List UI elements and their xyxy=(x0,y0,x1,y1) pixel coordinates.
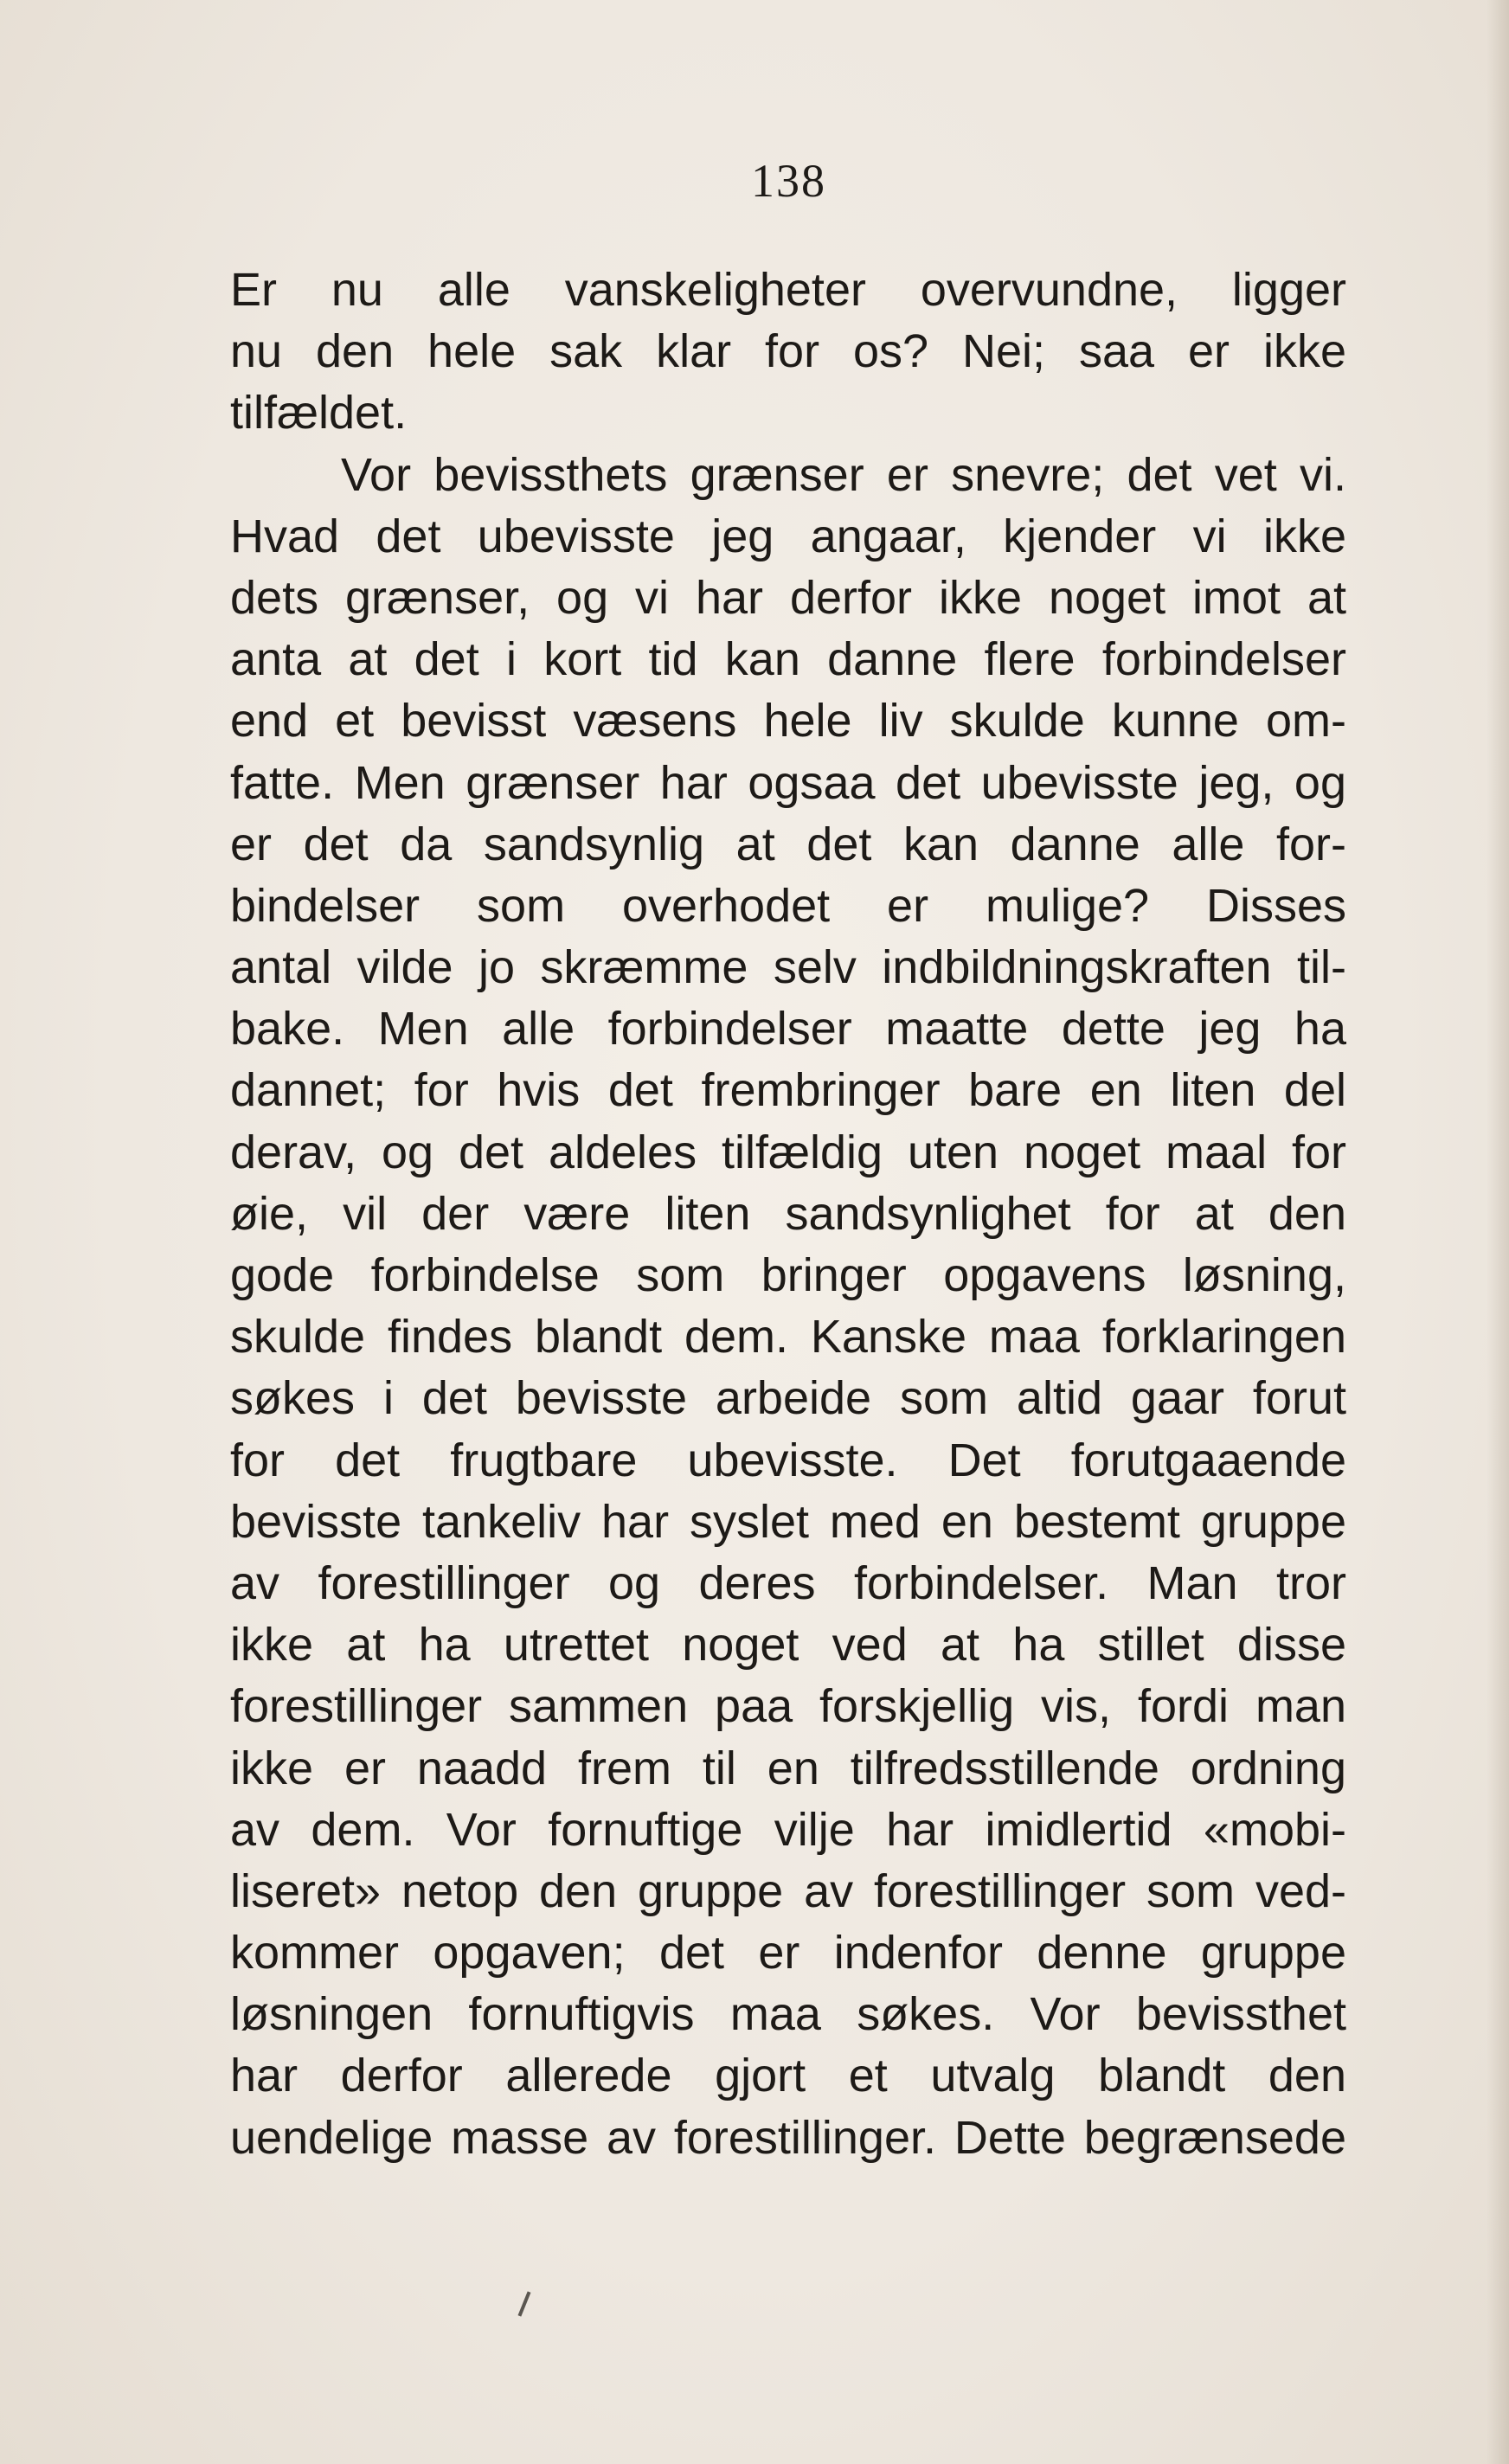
text-line: ikke at ha utrettet noget ved at ha stillet disse xyxy=(230,1619,1346,1672)
text-line: dannet; for hvis det frembringer bare en liten del xyxy=(230,1064,1346,1117)
text-line: er det da sandsynlig at det kan danne alle for- xyxy=(230,818,1346,870)
text-line: antal vilde jo skræmme selv indbildningskraften til- xyxy=(230,941,1346,994)
text-line: gode forbindelse som bringer opgavens løsning, xyxy=(230,1249,1346,1301)
text-line: tilfældet. xyxy=(230,387,408,440)
text-line: Er nu alle vanskeligheter overvundne, ligger xyxy=(230,264,1346,316)
text-line: end et bevisst væsens hele liv skulde kunne om- xyxy=(230,695,1346,748)
page-number: 138 xyxy=(751,155,826,207)
text-line: for det frugtbare ubevisste. Det forutgaaende xyxy=(230,1434,1346,1486)
text-line: Vor bevissthets grænser er snevre; det vet vi. xyxy=(341,448,1346,501)
text-line: søkes i det bevisste arbeide som altid gaar forut xyxy=(230,1372,1346,1425)
text-line: bake. Men alle forbindelser maatte dette jeg ha xyxy=(230,1003,1346,1056)
text-line: bindelser som overhodet er mulige? Disses xyxy=(230,879,1346,932)
text-line: ikke er naadd frem til en tilfredsstillende ordning xyxy=(230,1742,1346,1794)
body-text xyxy=(230,260,1346,2169)
text-line: av dem. Vor fornuftige vilje har imidlertid «mobi- xyxy=(230,1803,1346,1856)
text-line: skulde findes blandt dem. Kanske maa forklaringen xyxy=(230,1311,1346,1364)
text-line: Hvad det ubevisste jeg angaar, kjender vi ikke xyxy=(230,510,1346,562)
text-line: nu den hele sak klar for os? Nei; saa er ikke xyxy=(230,325,1346,378)
text-line: fatte. Men grænser har ogsaa det ubevisste jeg, og xyxy=(230,756,1346,809)
text-line: anta at det i kort tid kan danne flere forbindelser xyxy=(230,633,1346,686)
text-line: kommer opgaven; det er indenfor denne gruppe xyxy=(230,1927,1346,1980)
text-line: uendelige masse av forestillinger. Dette begrænsede xyxy=(230,2111,1346,2164)
text-line: derav, og det aldeles tilfældig uten noget maal for xyxy=(230,1126,1346,1178)
text-line: av forestillinger og deres forbindelser. Man tror xyxy=(230,1556,1346,1609)
pen-mark xyxy=(518,2291,531,2316)
text-line: har derfor allerede gjort et utvalg blandt den xyxy=(230,2050,1346,2102)
page-edge-shadow xyxy=(1487,0,1509,2464)
text-line: forestillinger sammen paa forskjellig vis, fordi man xyxy=(230,1680,1346,1733)
text-line: løsningen fornuftigvis maa søkes. Vor bevissthet xyxy=(230,1988,1346,2041)
text-line: dets grænser, og vi har derfor ikke noget imot at xyxy=(230,571,1346,624)
text-line: bevisste tankeliv har syslet med en bestemt gruppe xyxy=(230,1495,1346,1548)
text-line: øie, vil der være liten sandsynlighet for at den xyxy=(230,1187,1346,1240)
text-line: liseret» netop den gruppe av forestillinger som ved- xyxy=(230,1864,1346,1917)
